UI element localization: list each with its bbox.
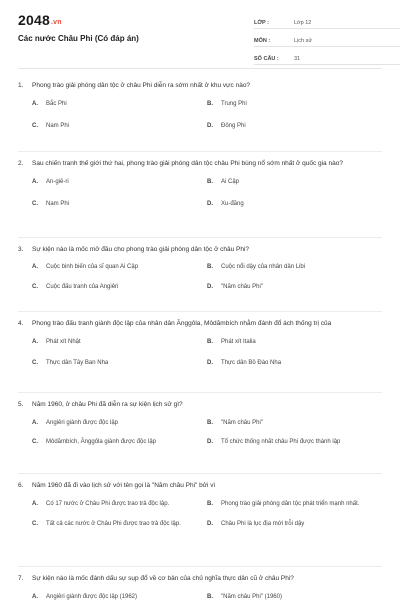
question-text: Sau chiến tranh thế giới thứ hai, phong trào giải phóng dân tộc châu Phi bùng nổ sớm nhất ở quốc gia nào?	[32, 160, 343, 167]
option-a[interactable]: A. Bắc Phi	[32, 101, 67, 107]
meta-value: Lớp 12	[294, 20, 312, 26]
meta-value: Lịch sử	[294, 38, 313, 44]
question-item	[18, 312, 382, 393]
option-d[interactable]: D. Châu Phi là lục địa mới trỗi dậy	[207, 521, 305, 527]
meta-key: SỐ CÂU :	[254, 56, 279, 62]
document-title: Các nước Châu Phi (Có đáp án)	[18, 34, 139, 43]
question-item	[18, 238, 382, 312]
option-c[interactable]: C. Môdămbích, Ănggôla giành được độc lập	[32, 439, 157, 445]
question-number: 1.	[18, 82, 24, 89]
question-number: 6.	[18, 482, 24, 489]
option-b[interactable]: B. Cuộc nổi dậy của nhân dân Libi	[207, 264, 306, 270]
document-header	[18, 0, 382, 62]
question-item	[18, 152, 382, 238]
question-item	[18, 393, 382, 474]
meta-row-count	[254, 50, 400, 65]
question-text: Phong trào giải phóng dân tộc ở châu Phi diễn ra sớm nhất ở khu vực nào?	[32, 82, 251, 89]
option-a[interactable]: A. Có 17 nước ở Châu Phi được trao trả độc lập.	[32, 501, 170, 507]
question-number: 7.	[18, 575, 24, 582]
question-item	[18, 567, 382, 602]
question-text: Năm 1960 đã đi vào lịch sử với tên gọi là "Năm châu Phi" bởi vì	[32, 482, 216, 489]
option-d[interactable]: D. Đông Phi	[207, 123, 246, 129]
meta-row-subject	[254, 32, 400, 47]
meta-value: 31	[294, 56, 301, 62]
question-number: 3.	[18, 246, 24, 253]
option-b[interactable]: B. "Năm châu Phi" (1960)	[207, 594, 282, 600]
question-number: 5.	[18, 401, 24, 408]
option-a[interactable]: A. Angiêri giành được độc lập	[32, 420, 118, 426]
question-text: Năm 1960, ở châu Phi đã diễn ra sự kiện lịch sử gì?	[32, 401, 183, 408]
option-b[interactable]: B. Ai Cập	[207, 179, 240, 185]
question-text: Phong trào đấu tranh giành độc lập của nhân dân Ănggôla, Môdămbích nhằm đánh đổ ách thống trị của	[32, 320, 332, 327]
option-d[interactable]: D. Thực dân Bồ Đào Nha	[207, 360, 282, 366]
logo-suffix: .vn	[50, 19, 62, 26]
option-c[interactable]: C. Cuộc đấu tranh của Angiêri	[32, 284, 119, 290]
question-number: 4.	[18, 320, 24, 327]
option-c[interactable]: C. Nam Phi	[32, 123, 70, 129]
meta-key: MÔN :	[254, 38, 271, 44]
option-c[interactable]: C. Nam Phi	[32, 201, 70, 207]
option-d[interactable]: D. Xu-đăng	[207, 201, 244, 207]
question-item	[18, 74, 382, 152]
option-b[interactable]: B. Trung Phi	[207, 101, 247, 107]
logo-main: 2048	[18, 12, 50, 28]
option-d[interactable]: D. Tổ chức thống nhất châu Phi được thành lập	[207, 439, 341, 445]
meta-row-class	[254, 14, 400, 29]
option-c[interactable]: C. Tất cả các nước ở Châu Phi được trao trả độc lập.	[32, 521, 181, 527]
option-b[interactable]: B. Phát xít Italia	[207, 339, 256, 345]
question-list	[18, 74, 382, 602]
header-divider	[18, 68, 382, 69]
meta-key: LỚP :	[254, 20, 269, 26]
option-a[interactable]: A. An-giê-ri	[32, 179, 69, 185]
option-b[interactable]: B. "Năm châu Phi"	[207, 420, 263, 426]
option-c[interactable]: C. Thực dân Tây Ban Nha	[32, 360, 109, 366]
question-number: 2.	[18, 160, 24, 167]
option-a[interactable]: A. Cuộc binh biến của sĩ quan Ai Cập	[32, 264, 139, 270]
question-text: Sự kiện nào là mốc đánh dấu sự sụp đổ về cơ bản của chủ nghĩa thực dân cũ ở châu Phi?	[32, 575, 294, 582]
option-b[interactable]: B. Phong trào giải phóng dân tộc phát triển mạnh nhất.	[207, 501, 360, 507]
site-logo[interactable]	[18, 12, 62, 28]
document-meta	[254, 14, 400, 68]
option-a[interactable]: A. Angiêri giành được độc lập (1962)	[32, 594, 138, 600]
option-d[interactable]: D. "Năm châu Phi"	[207, 284, 263, 290]
question-text: Sự kiện nào là mốc mở đầu cho phong trào giải phóng dân tộc ở châu Phi?	[32, 246, 250, 253]
question-item	[18, 474, 382, 567]
option-a[interactable]: A. Phát xít Nhật	[32, 339, 81, 345]
